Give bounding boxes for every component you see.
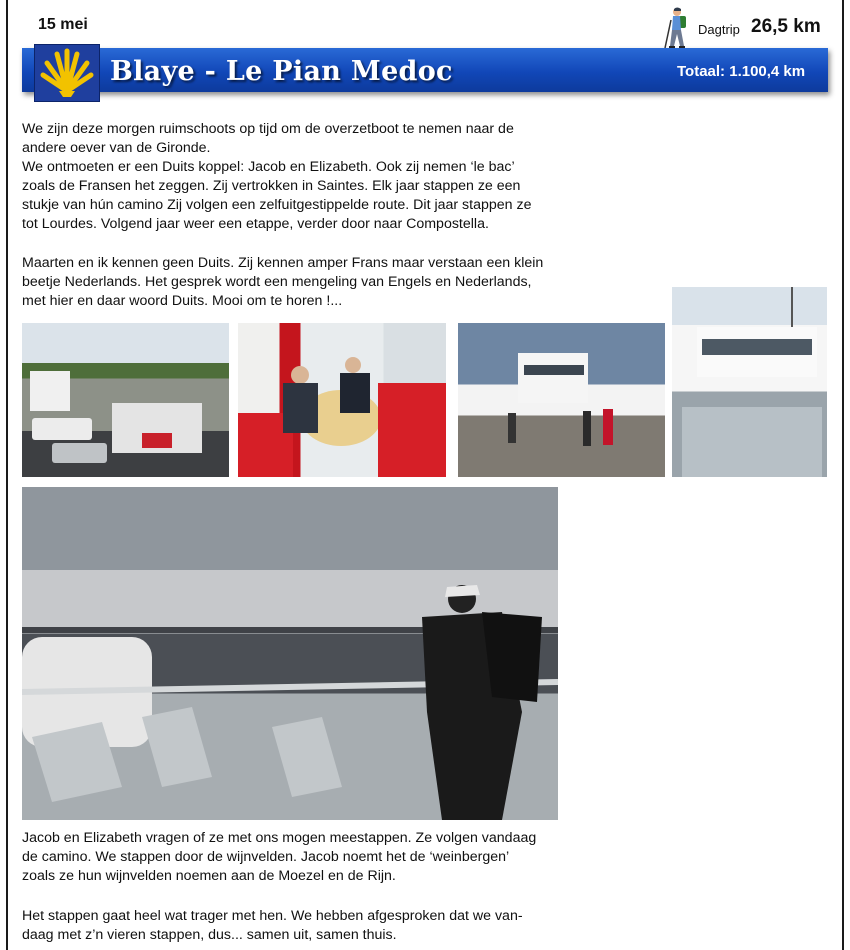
- text-line: We ontmoeten er een Duits koppel: Jacob en Elizabeth. Ook zij nemen ‘le bac’: [22, 159, 515, 175]
- photo-ferry-cabin-seats: [238, 323, 446, 477]
- text-line: met hier en daar woord Duits. Mooi om te horen !...: [22, 293, 343, 309]
- photo-hiker-on-ferry: [22, 487, 558, 820]
- paragraph-language: [22, 254, 562, 311]
- paragraph-walking-together: [22, 829, 562, 886]
- text-line: daag met z’n vieren stappen, dus... samen uit, samen thuis.: [22, 927, 397, 943]
- text-line: We zijn deze morgen ruimschoots op tijd om de overzetboot te nemen naar de: [22, 121, 514, 137]
- hiker-icon: [660, 6, 690, 50]
- page-title: Blaye - Le Pian Medoc: [110, 56, 453, 87]
- text-line: tot Lourdes. Volgend jaar weer een etappe, verder door naar Compostella.: [22, 216, 489, 232]
- text-line: Het stappen gaat heel wat trager met hen. We hebben afgesproken dat we van-: [22, 908, 523, 924]
- scallop-shell-icon: [34, 44, 100, 102]
- paragraph-intro: [22, 120, 562, 234]
- text-line: zoals de Fransen het zeggen. Zij vertrokken in Saintes. Elk jaar stappen ze een: [22, 178, 521, 194]
- total-distance: Totaal: 1.100,4 km: [677, 63, 806, 80]
- text-line: beetje Nederlands. Het gesprek wordt een mengeling van Engels en Nederlands,: [22, 274, 532, 290]
- text-line: Jacob en Elizabeth vragen of ze met ons mogen meestappen. Ze volgen vandaag: [22, 830, 537, 846]
- date-label: 15 mei: [38, 16, 88, 33]
- text-line: de camino. We stappen door de wijnvelden. Jacob noemt het de ‘weinbergen’: [22, 849, 510, 865]
- page-border-left: [6, 0, 8, 950]
- page-border-right: [842, 0, 844, 950]
- text-line: andere oever van de Gironde.: [22, 140, 211, 156]
- text-line: Maarten en ik kennen geen Duits. Zij kennen amper Frans maar verstaan een klein: [22, 255, 544, 271]
- photo-ferry-bridge: [672, 287, 827, 477]
- photo-ferry-deck-cars: [22, 323, 229, 477]
- daytrip-label: Dagtrip: [698, 22, 740, 37]
- paragraph-slower-pace: [22, 907, 562, 945]
- daytrip-distance: 26,5 km: [751, 16, 821, 37]
- text-line: zoals ze hun wijnvelden noemen aan de Moezel en de Rijn.: [22, 868, 396, 884]
- photo-ferry-cyclists: [458, 323, 665, 477]
- text-line: stukje van hún camino Zij volgen een zelfuitgestippelde route. Dit jaar stappen ze: [22, 197, 532, 213]
